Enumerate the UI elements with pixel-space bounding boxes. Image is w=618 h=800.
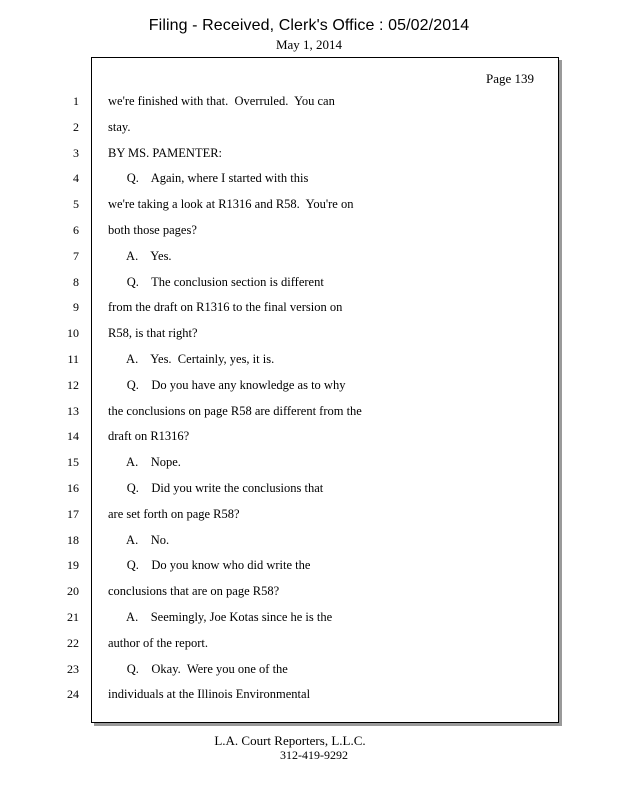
line-number: 15 [67, 455, 79, 470]
line-text: A. Yes. [108, 248, 172, 263]
line-text: A. Nope. [108, 455, 181, 470]
line-text: author of the report. [108, 635, 208, 650]
line-number: 21 [67, 610, 79, 624]
transcript-line [0, 223, 618, 241]
line-text: A. No. [108, 532, 170, 547]
line-text: individuals at the Illinois Environmental [108, 687, 311, 702]
line-text: Q. Do you have any knowledge as to why [108, 377, 346, 392]
line-number: 8 [73, 274, 79, 289]
transcript-line [0, 275, 618, 293]
line-number: 12 [67, 377, 79, 392]
line-text: Q. Again, where I started with this [108, 171, 309, 186]
line-number: 19 [67, 558, 79, 573]
transcript-line [0, 197, 618, 215]
line-number: 7 [73, 248, 79, 263]
line-text: Q. Did you write the conclusions that [108, 481, 324, 495]
line-text: draft on R1316? [108, 429, 190, 444]
line-number: 9 [73, 300, 79, 315]
line-text: the conclusions on page R58 are different from the [108, 403, 362, 418]
footer-phone: 312-419-9292 [280, 748, 348, 762]
transcript-line [0, 120, 618, 138]
line-text: BY MS. PAMENTER: [108, 145, 223, 160]
transcript-line [0, 326, 618, 344]
transcript-line [0, 429, 618, 447]
transcript-line [0, 146, 618, 164]
line-number: 23 [67, 661, 79, 676]
transcript-line [0, 249, 618, 267]
transcript-line [0, 300, 618, 318]
transcript-line [0, 481, 618, 499]
line-number: 6 [73, 223, 79, 237]
line-text: are set forth on page R58? [108, 506, 240, 521]
line-number: 16 [67, 481, 79, 495]
line-number: 18 [67, 532, 79, 547]
transcript-line [0, 94, 618, 112]
filing-stamp: Filing - Received, Clerk's Office : 05/02/2014 [148, 17, 470, 34]
line-number: 1 [73, 94, 79, 108]
transcript-line [0, 687, 618, 705]
line-text: R58, is that right? [108, 326, 198, 341]
line-text: A. Seemingly, Joe Kotas since he is the [108, 610, 333, 624]
line-text: A. Yes. Certainly, yes, it is. [108, 352, 275, 366]
transcript-line [0, 378, 618, 396]
transcript-line [0, 636, 618, 654]
transcript-line [0, 352, 618, 370]
transcript-line [0, 533, 618, 551]
line-text: both those pages? [108, 223, 197, 237]
line-number: 14 [67, 429, 79, 444]
line-text: Q. Okay. Were you one of the [108, 661, 288, 676]
line-text: Q. The conclusion section is different [108, 274, 324, 289]
line-number: 11 [67, 352, 79, 366]
transcript-line [0, 558, 618, 576]
transcript-line [0, 662, 618, 680]
transcript-line [0, 610, 618, 628]
line-number: 10 [67, 326, 79, 341]
line-number: 24 [67, 687, 79, 702]
line-number: 3 [73, 145, 79, 160]
line-number: 5 [73, 197, 79, 212]
line-text: stay. [108, 119, 131, 134]
line-number: 2 [73, 119, 79, 134]
transcript-line [0, 171, 618, 189]
line-number: 17 [67, 506, 79, 521]
transcript-line [0, 404, 618, 422]
line-text: Q. Do you know who did write the [108, 558, 311, 573]
line-number: 20 [67, 584, 79, 599]
transcript-line [0, 455, 618, 473]
transcript-line [0, 507, 618, 525]
line-number: 22 [67, 635, 79, 650]
line-number: 13 [67, 403, 79, 418]
line-text: we're finished with that. Overruled. You can [108, 94, 335, 108]
page-number: Page 139 [485, 71, 534, 86]
line-number: 4 [73, 171, 79, 186]
line-text: from the draft on R1316 to the final version on [108, 300, 343, 315]
line-text: conclusions that are on page R58? [108, 584, 280, 599]
transcript-line [0, 584, 618, 602]
footer-company: L.A. Court Reporters, L.L.C. [214, 733, 366, 748]
line-text: we're taking a look at R1316 and R58. You're on [108, 197, 354, 212]
transcript-date: May 1, 2014 [275, 37, 343, 52]
